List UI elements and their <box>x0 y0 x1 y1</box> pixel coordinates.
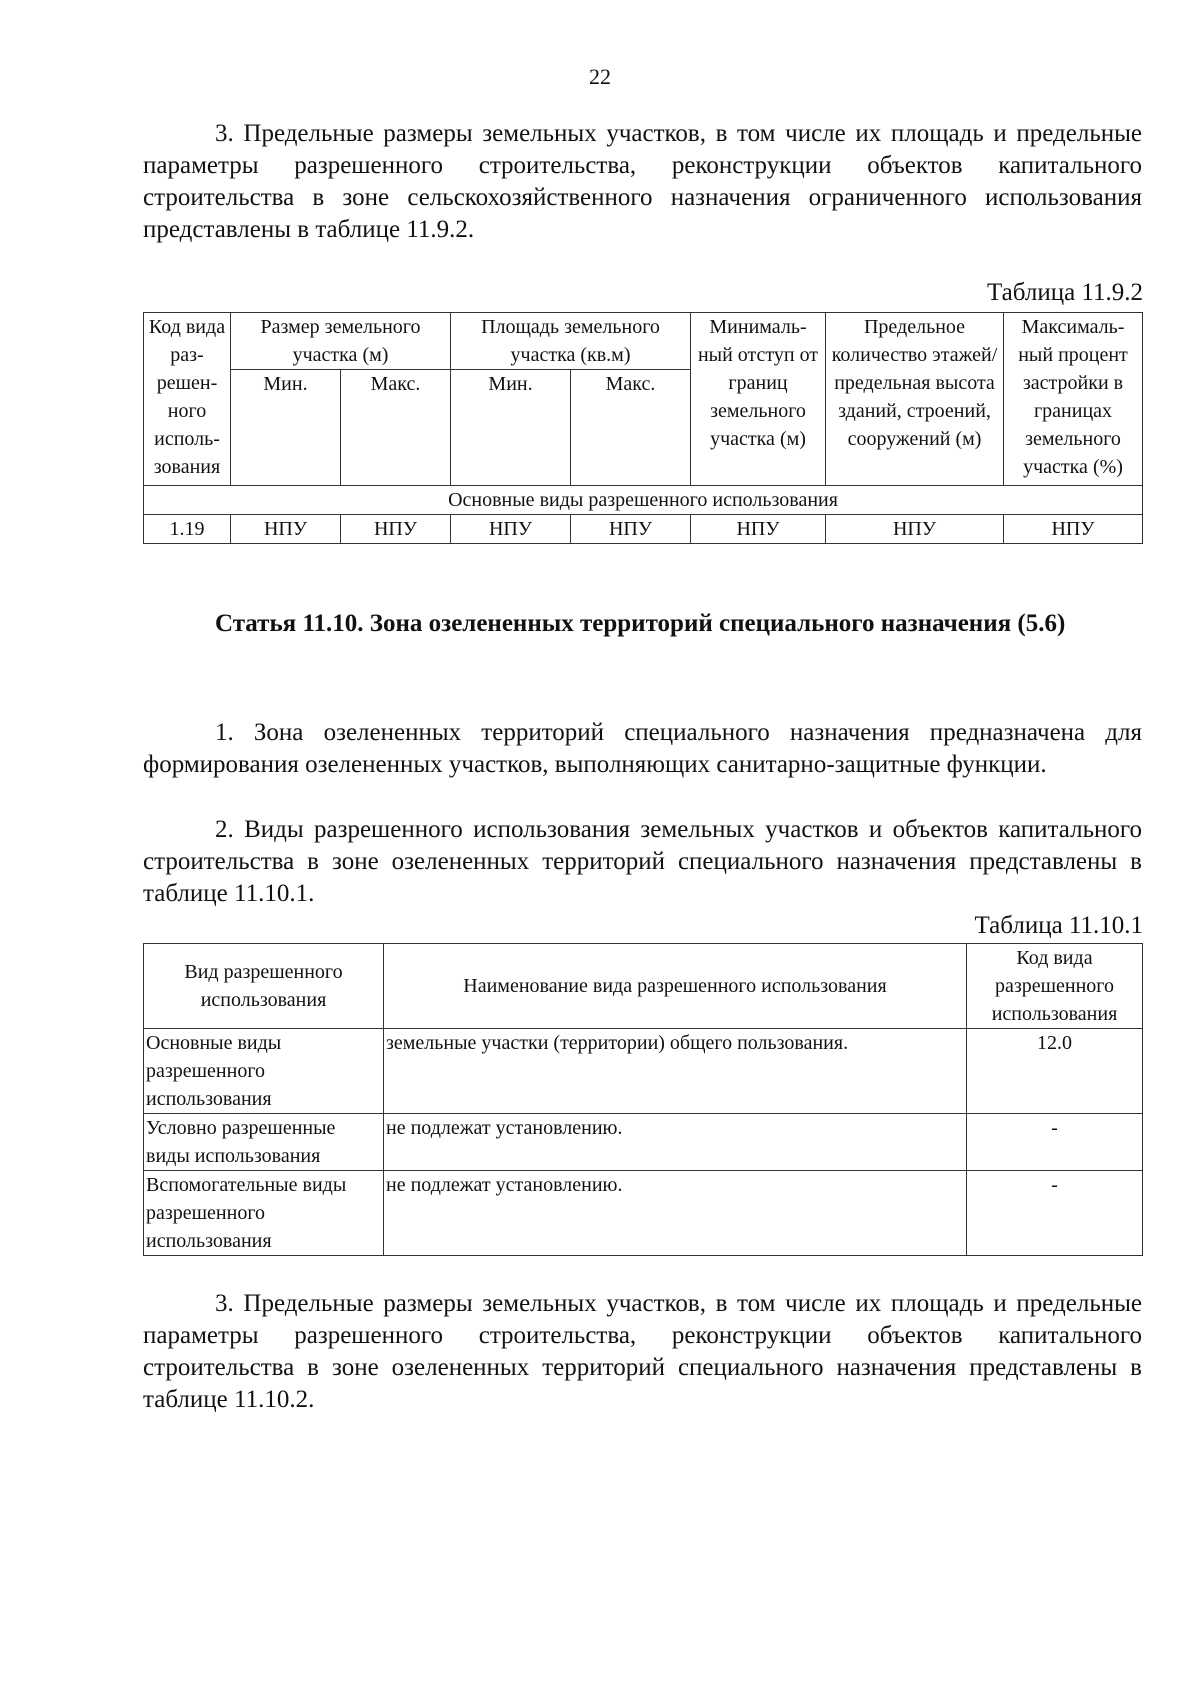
paragraph-limits-green: 3. Предельные размеры земельных участков, в том числе их площадь и предельные параметры разрешенного строительства, реконструкции объектов капитального строительства в зоне озелененных территорий специального назначения представлены в таблице 11.10.2. <box>143 1290 1142 1413</box>
table-cell: НПУ <box>1004 515 1143 544</box>
table-cell: НПУ <box>231 515 341 544</box>
header-area-max: Макс. <box>571 370 691 486</box>
row-name: земельные участки (территории) общего пользования. <box>384 1029 967 1114</box>
table-cell: 1.19 <box>144 515 231 544</box>
header-name: Наименование вида разрешенного использования <box>384 944 967 1029</box>
table-caption-11-10-1: Таблица 11.10.1 <box>974 912 1143 939</box>
table-cell: НПУ <box>691 515 826 544</box>
table-row <box>144 515 1143 544</box>
table-11-9-2 <box>143 312 1143 544</box>
paragraph-limits-agri: 3. Предельные размеры земельных участков, в том числе их площадь и предельные параметры разрешенного строительства, реконструкции объектов капитального строительства в зоне сельскохозяйственного назначения ограниченного использования представлены в таблице 11.9.2. <box>143 120 1142 243</box>
table-row <box>144 1114 1143 1171</box>
header-area: Площадь земельного участка (кв.м) <box>451 313 691 370</box>
article-heading: Статья 11.10. Зона озелененных территорий специального назначения (5.6) <box>215 610 1066 637</box>
row-kind: Основные виды разрешенного использования <box>144 1029 384 1114</box>
header-kind: Вид разрешенного использования <box>144 944 384 1029</box>
row-code: - <box>967 1114 1143 1171</box>
table-cell: НПУ <box>451 515 571 544</box>
table-cell: НПУ <box>341 515 451 544</box>
paragraph-zone-purpose: 1. Зона озелененных территорий специального назначения предназначена для формирования озелененных участков, выполняющих санитарно-защитные функции. <box>143 719 1142 778</box>
header-setback: Минималь-ный отступ от границ земельного участка (м) <box>691 313 826 486</box>
page-number: 22 <box>589 64 611 89</box>
section-row: Основные виды разрешенного использования <box>144 486 1143 515</box>
header-size-max: Макс. <box>341 370 451 486</box>
table-cell: НПУ <box>571 515 691 544</box>
header-area-min: Мин. <box>451 370 571 486</box>
table-11-10-1 <box>143 943 1143 1256</box>
row-name: не подлежат установлению. <box>384 1171 967 1256</box>
table-cell: НПУ <box>826 515 1004 544</box>
row-code: 12.0 <box>967 1029 1143 1114</box>
header-code: Код вида раз-решен-ного исполь-зования <box>144 313 231 486</box>
table-row <box>144 1171 1143 1256</box>
header-code: Код вида разрешенного использования <box>967 944 1143 1029</box>
table-row <box>144 1029 1143 1114</box>
row-kind: Условно разрешенные виды использования <box>144 1114 384 1171</box>
row-code: - <box>967 1171 1143 1256</box>
row-kind: Вспомогательные виды разрешенного использования <box>144 1171 384 1256</box>
header-percent: Максималь-ный процент застройки в границах земельного участка (%) <box>1004 313 1143 486</box>
header-size: Размер земельного участка (м) <box>231 313 451 370</box>
header-floors: Предельное количество этажей/ предельная высота зданий, строений, сооружений (м) <box>826 313 1004 486</box>
row-name: не подлежат установлению. <box>384 1114 967 1171</box>
header-size-min: Мин. <box>231 370 341 486</box>
paragraph-uses: 2. Виды разрешенного использования земельных участков и объектов капитального строительства в зоне озелененных территорий специального назначения представлены в таблице 11.10.1. <box>143 816 1142 907</box>
table-caption-11-9-2: Таблица 11.9.2 <box>987 279 1143 306</box>
